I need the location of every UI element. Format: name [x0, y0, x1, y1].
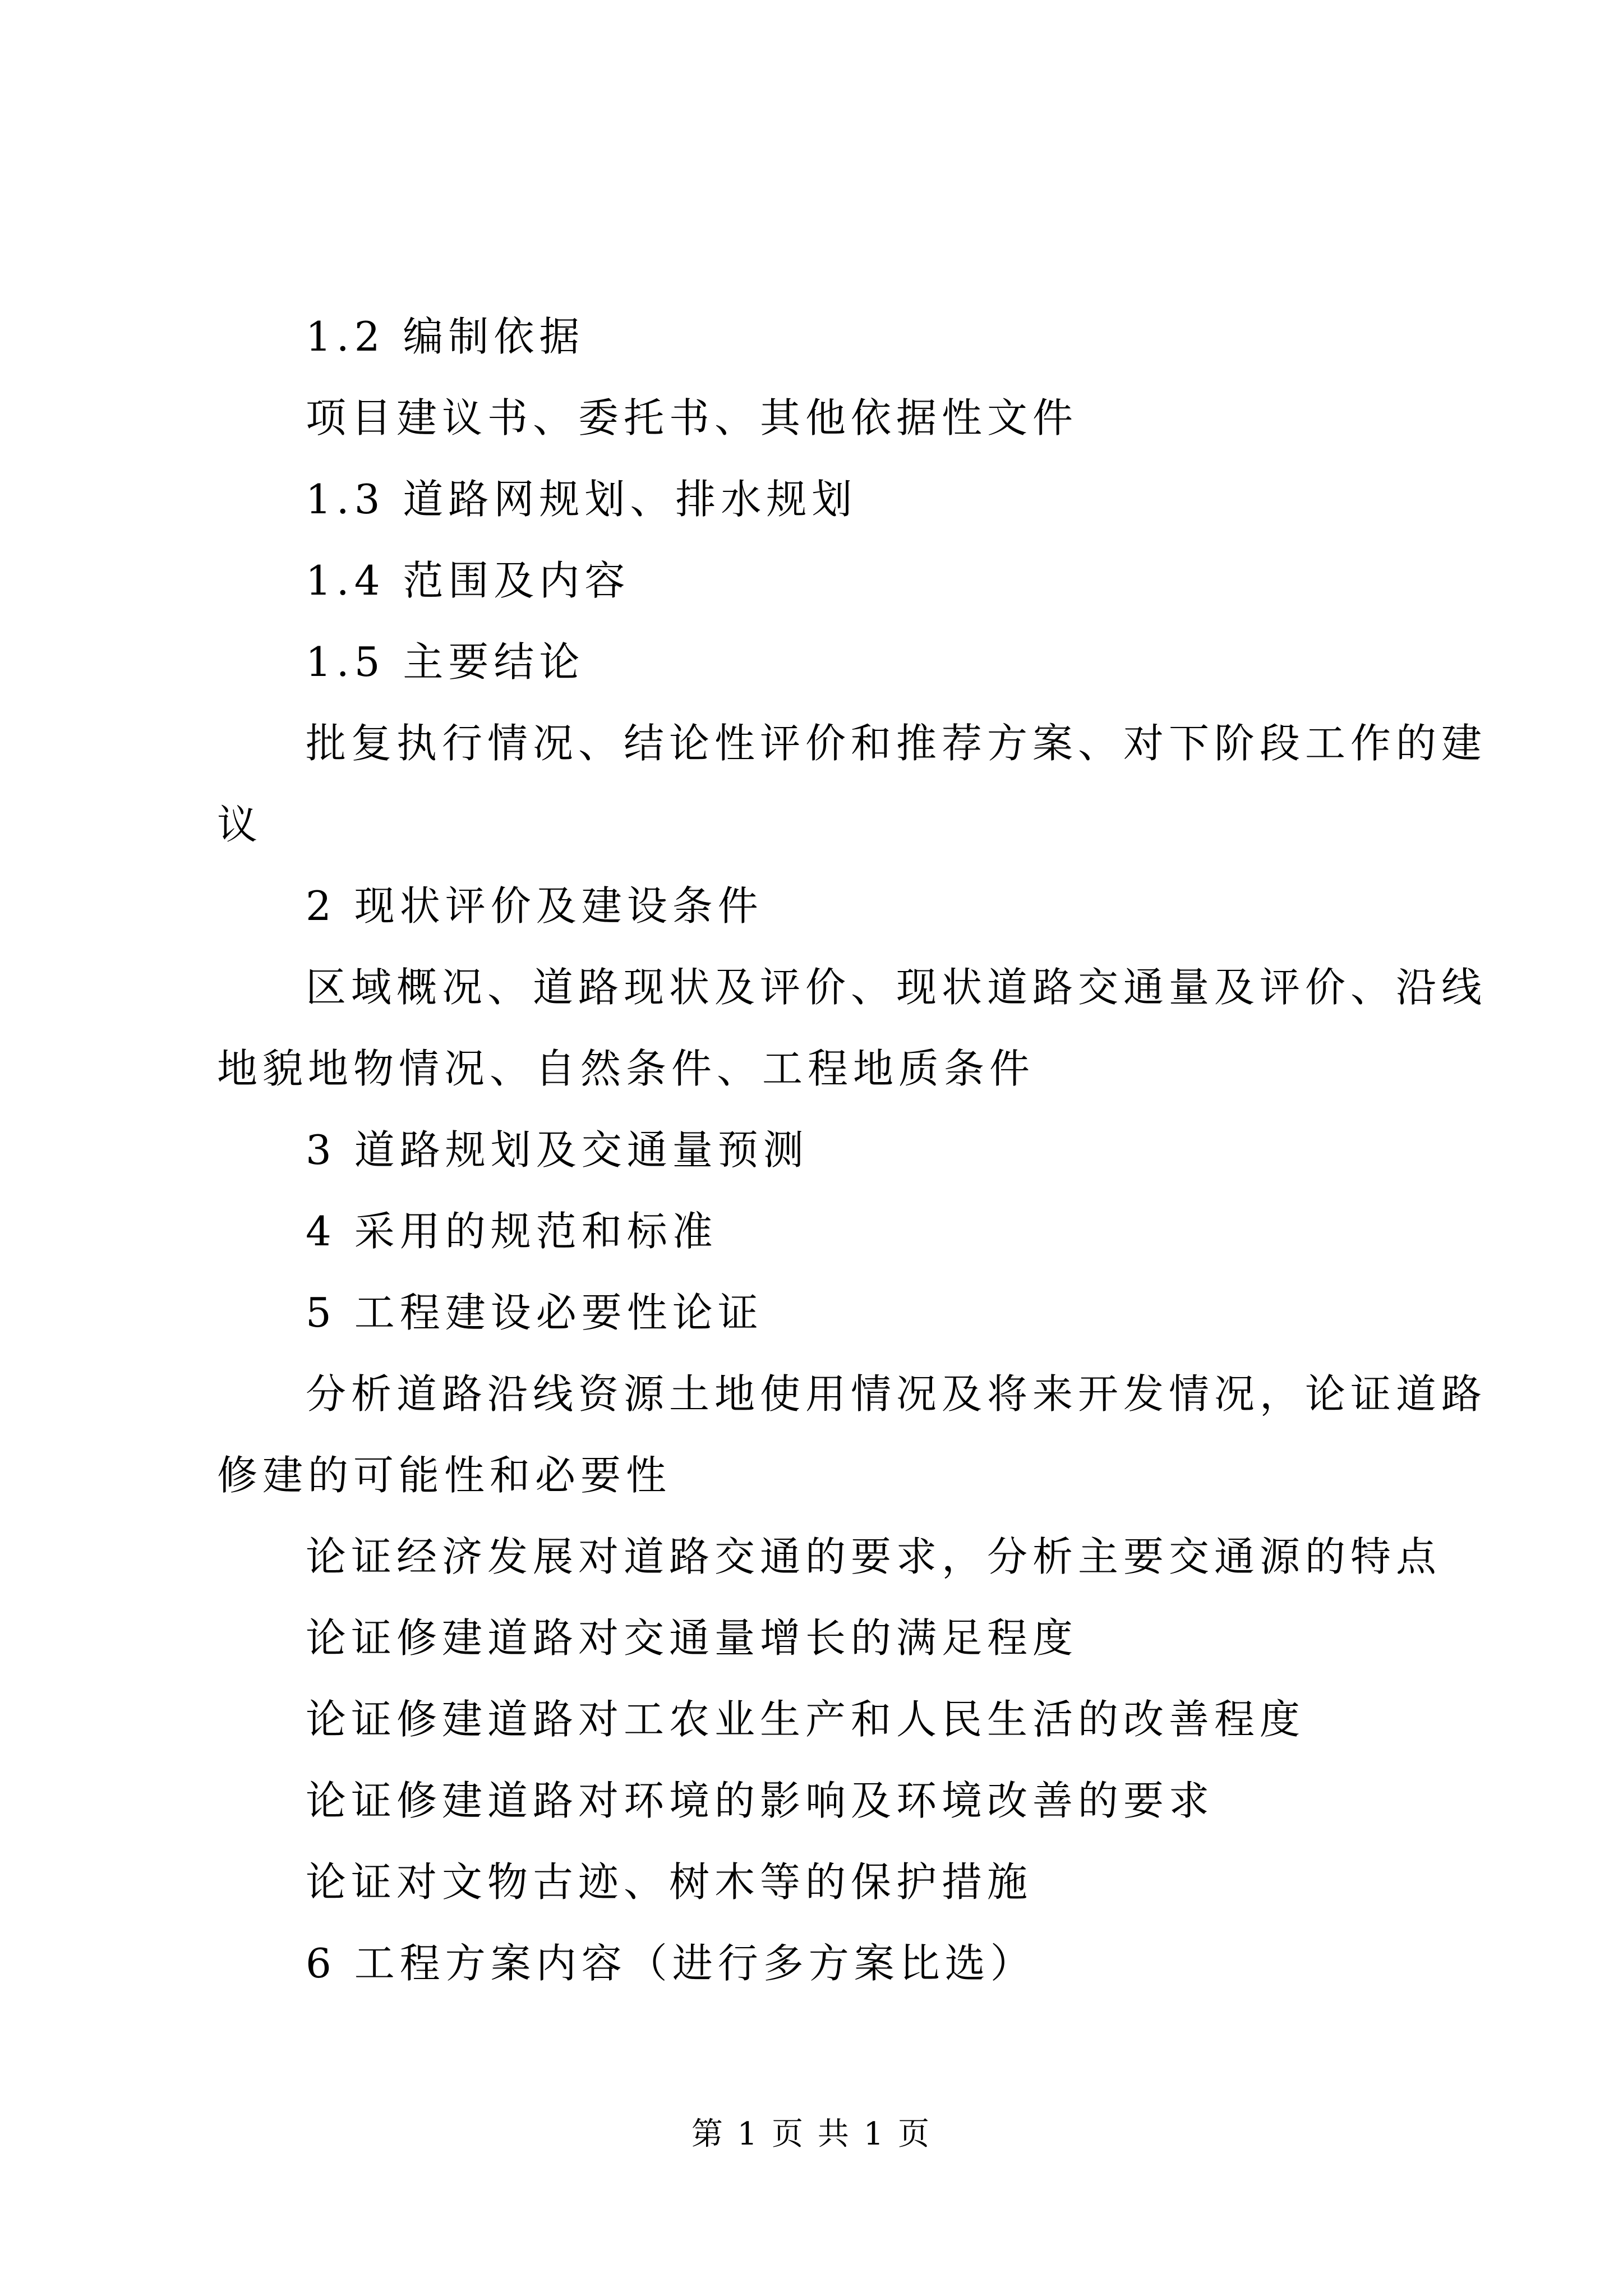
paragraph-traffic: 论证修建道路对交通量增长的满足程度	[306, 1614, 1078, 1662]
heading-1-4: 1.4 范围及内容	[306, 557, 630, 604]
heading-5: 5 工程建设必要性论证	[306, 1289, 763, 1336]
paragraph-basis: 项目建议书、委托书、其他依据性文件	[306, 394, 1078, 441]
paragraph-analysis-line-1: 分析道路沿线资源土地使用情况及将来开发情况，论证道路	[306, 1370, 1487, 1418]
heading-4: 4 采用的规范和标准	[306, 1208, 718, 1255]
paragraph-economy: 论证经济发展对道路交通的要求，分析主要交通源的特点	[306, 1533, 1442, 1580]
paragraph-environment: 论证修建道路对环境的影响及环境改善的要求	[306, 1777, 1215, 1824]
paragraph-conclusion-line-1: 批复执行情况、结论性评价和推荐方案、对下阶段工作的建	[306, 720, 1487, 767]
heading-2: 2 现状评价及建设条件	[306, 882, 763, 930]
paragraph-conditions-line-1: 区域概况、道路现状及评价、现状道路交通量及评价、沿线	[306, 964, 1487, 1011]
heading-1-5: 1.5 主要结论	[306, 638, 585, 685]
heading-3: 3 道路规划及交通量预测	[306, 1126, 809, 1174]
paragraph-analysis-line-2: 修建的可能性和必要性	[217, 1452, 672, 1499]
page-number-footer: 第 1 页 共 1 页	[691, 2116, 932, 2152]
paragraph-conditions-line-2: 地貌地物情况、自然条件、工程地质条件	[217, 1045, 1035, 1092]
paragraph-protection: 论证对文物古迹、树木等的保护措施	[306, 1858, 1033, 1906]
heading-1-3: 1.3 道路网规划、排水规划	[306, 476, 857, 523]
paragraph-production: 论证修建道路对工农业生产和人民生活的改善程度	[306, 1696, 1306, 1743]
heading-1-2: 1.2 编制依据	[306, 313, 585, 360]
paragraph-conclusion-line-2: 议	[217, 801, 263, 848]
heading-6: 6 工程方案内容（进行多方案比选）	[306, 1940, 1036, 1987]
